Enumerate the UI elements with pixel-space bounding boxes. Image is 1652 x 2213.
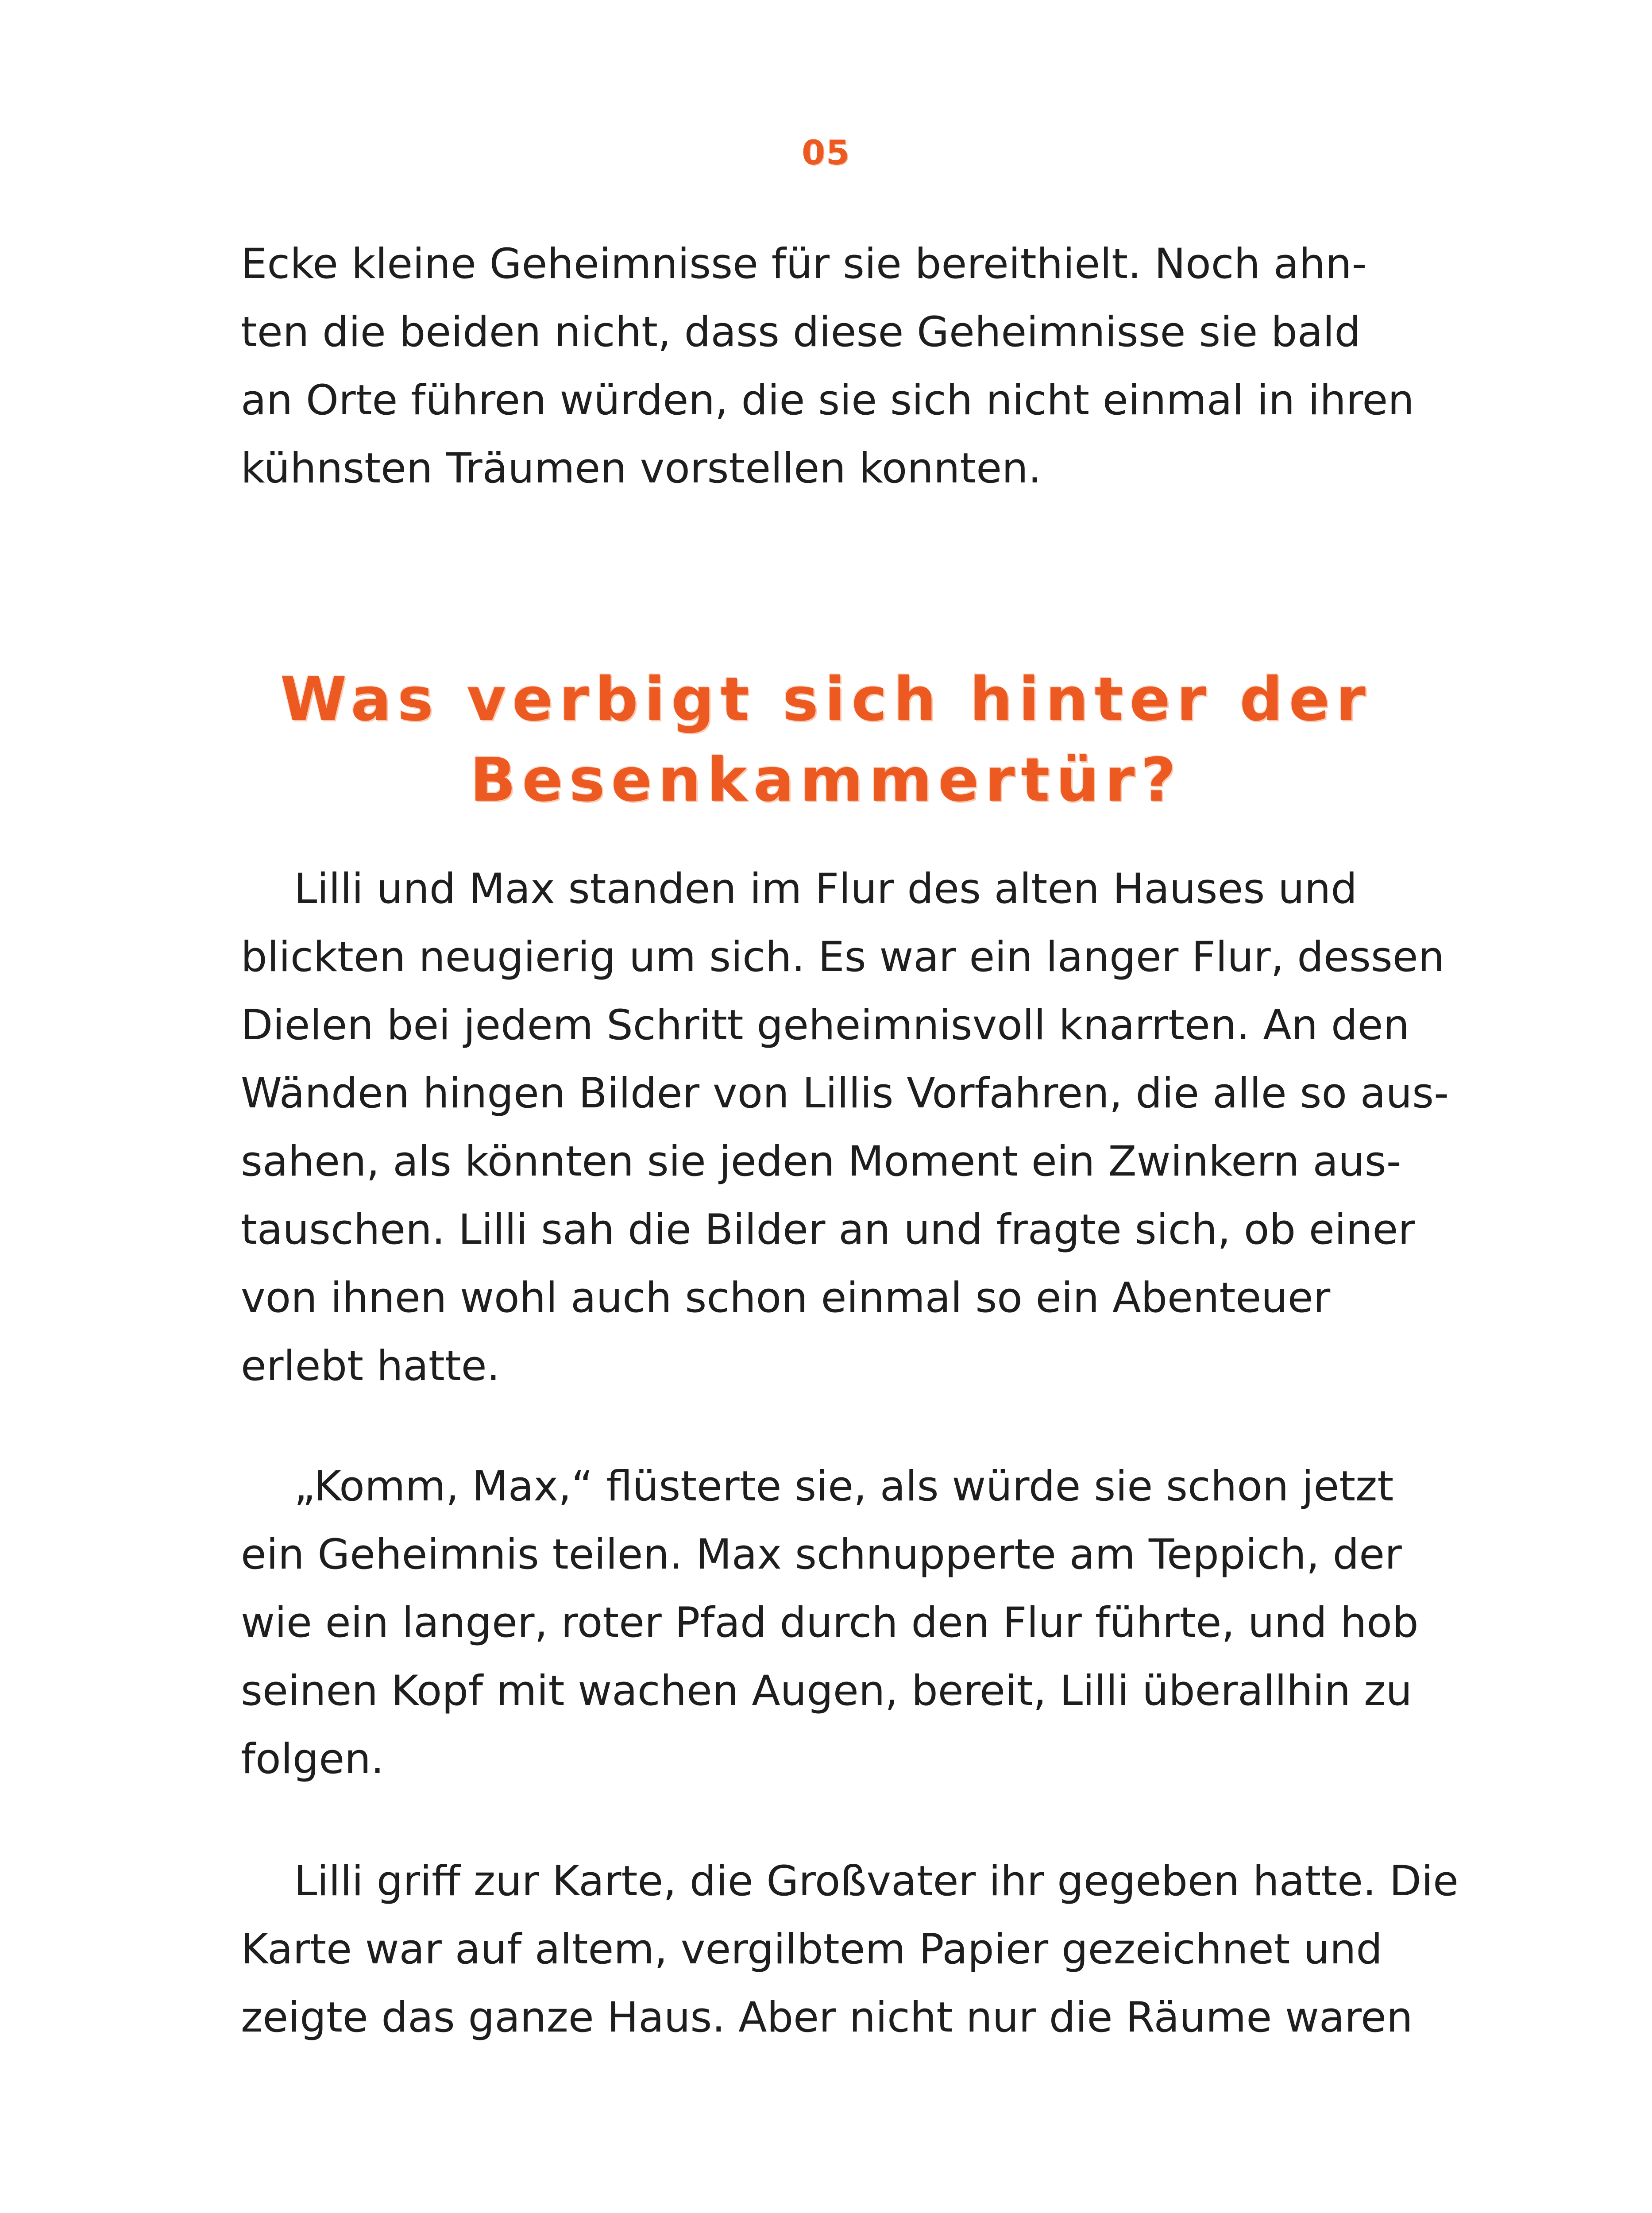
text-line: Lilli und Max standen im Flur des alten Hauses und (294, 865, 1358, 913)
text-line: erlebt hatte. (241, 1342, 500, 1390)
text-line: seinen Kopf mit wachen Augen, bereit, Lilli überallhin zu (241, 1667, 1413, 1715)
text-line: ein Geheimnis teilen. Max schnupperte am Teppich, der (241, 1531, 1402, 1579)
text-line: Wänden hingen Bilder von Lillis Vorfahren, die alle so aus- (241, 1069, 1449, 1118)
chapter-heading-line: Was verbigt sich hinter der (280, 665, 1372, 735)
paragraph-1 (241, 855, 1463, 1400)
text-line: wie ein langer, roter Pfad durch den Flur führte, und hob (241, 1599, 1419, 1647)
text-line: Ecke kleine Geheimnisse für sie bereithielt. Noch ahn- (241, 240, 1367, 288)
text-line: an Orte führen würden, die sie sich nicht einmal in ihren (241, 376, 1414, 424)
text-line: blickten neugierig um sich. Es war ein langer Flur, dessen (241, 933, 1445, 981)
text-line: kühnsten Träumen vorstellen konnten. (241, 444, 1042, 493)
text-line: tauschen. Lilli sah die Bilder an und fragte sich, ob einer (241, 1206, 1415, 1254)
chapter-heading-line: Besenkammertür? (470, 745, 1182, 815)
text-line: „Komm, Max,“ flüsterte sie, als würde sie schon jetzt (294, 1462, 1394, 1511)
text-line: Dielen bei jedem Schritt geheimnisvoll knarrten. An den (241, 1001, 1410, 1049)
text-line: sahen, als könnten sie jeden Moment ein Zwinkern aus- (241, 1137, 1401, 1186)
intro-paragraph (241, 230, 1463, 503)
text-line: von ihnen wohl auch schon einmal so ein Abenteuer (241, 1274, 1331, 1322)
paragraph-2 (241, 1453, 1463, 1793)
text-line: ten die beiden nicht, dass diese Geheimnisse sie bald (241, 308, 1361, 356)
text-line: zeigte das ganze Haus. Aber nicht nur die Räume waren (241, 1993, 1413, 2042)
text-line: folgen. (241, 1735, 384, 1783)
text-line: Lilli griff zur Karte, die Großvater ihr gegeben hatte. Die (294, 1857, 1459, 1905)
chapter-heading (0, 659, 1652, 821)
paragraph-3 (241, 1847, 1463, 2052)
text-line: Karte war auf altem, vergilbtem Papier gezeichnet und (241, 1925, 1383, 1974)
page-number: 05 (802, 133, 850, 172)
